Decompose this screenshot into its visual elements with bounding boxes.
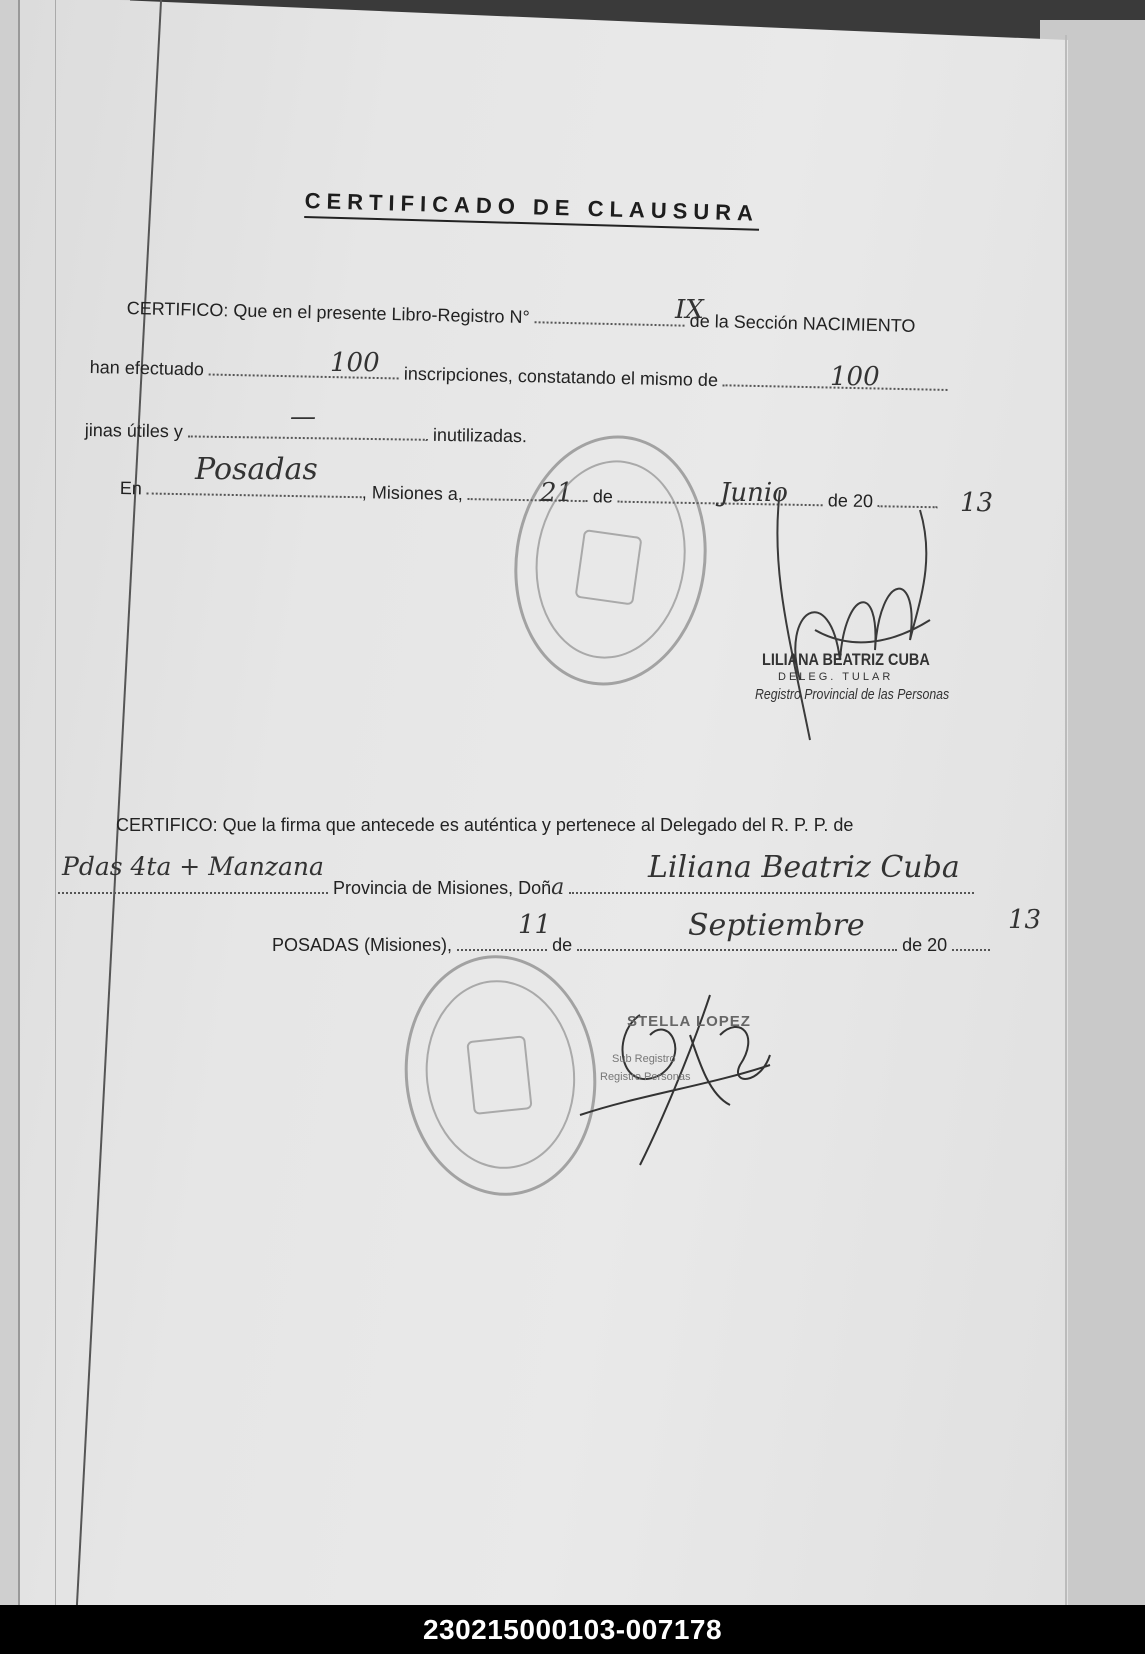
cert-line-2-middle: inscripciones, constatando el mismo de xyxy=(403,363,719,391)
cert-line-4-year-prefix: de 20 xyxy=(827,490,874,512)
handwritten-year-2: 13 xyxy=(1008,905,1042,935)
signatory-role-1: DELEG. TULAR xyxy=(778,671,894,683)
crest-icon xyxy=(575,529,643,606)
handwritten-volume: IX xyxy=(675,295,704,325)
cert2-line-3 xyxy=(272,935,990,956)
cert-line-2-prefix: han efectuado xyxy=(89,357,205,380)
cert2-line-3-prefix: POSADAS (Misiones), xyxy=(272,935,453,955)
cert-line-1-suffix: de la Sección NACIMIENTO xyxy=(689,310,916,336)
handwritten-count: 100 xyxy=(330,348,380,378)
handwritten-month: Junio xyxy=(720,478,788,508)
handwritten-pages: 100 xyxy=(830,362,880,392)
handwritten-name: Liliana Beatriz Cuba xyxy=(648,850,960,885)
handwritten-day: 21 xyxy=(540,478,574,508)
handwritten-month-2: Septiembre xyxy=(688,908,865,943)
crest-icon xyxy=(466,1035,532,1115)
cert-line-4-prefix: En xyxy=(119,478,143,499)
cert-line-4-de: de xyxy=(592,486,614,507)
cert-line-1-prefix: CERTIFICO: Que en el presente Libro-Registro N° xyxy=(126,298,530,328)
signatory-name-2: STELLA LOPEZ xyxy=(627,1013,751,1030)
handwritten-a: a xyxy=(551,875,565,900)
handwritten-place: Pdas 4ta + Manzana xyxy=(62,852,324,881)
signatory-office-1: Registro Provincial de las Personas xyxy=(755,686,950,703)
cert2-line-3-year-prefix: de 20 xyxy=(902,935,948,955)
signature-scribble-1 xyxy=(760,480,950,760)
signatory-role-2: Sub Registro xyxy=(612,1053,676,1065)
dotted-field xyxy=(535,307,685,326)
handwritten-day-2: 11 xyxy=(518,910,552,940)
cert2-line-1: CERTIFICO: Que la firma que antecede es auténtica y pertenece al Delegado del R. P. P. de xyxy=(116,815,854,835)
signatory-name-1: LILIANA BEATRIZ CUBA xyxy=(762,650,930,669)
page-edge xyxy=(55,0,56,1605)
handwritten-dash: — xyxy=(290,402,316,432)
cert2-line-3-de: de xyxy=(552,935,573,955)
cert2-line-2-middle: Provincia de Misiones, Doñ xyxy=(333,878,552,898)
signatory-office-2: Registro Personas xyxy=(600,1071,691,1083)
cert-line-3-suffix: inutilizadas. xyxy=(432,424,528,447)
document-id-footer: 230215000103-007178 xyxy=(0,1605,1145,1654)
cert-line-3-prefix: jinas útiles y xyxy=(84,420,184,442)
cert-line-4-middle: , Misiones a, xyxy=(361,482,464,504)
right-page-edge xyxy=(1065,35,1067,1605)
handwritten-year: 13 xyxy=(960,488,994,518)
document-page xyxy=(18,0,1068,1605)
dotted-field xyxy=(952,935,990,951)
certificate-title: CERTIFICADO DE CLAUSURA xyxy=(304,188,759,231)
handwritten-city: Posadas xyxy=(195,452,318,487)
